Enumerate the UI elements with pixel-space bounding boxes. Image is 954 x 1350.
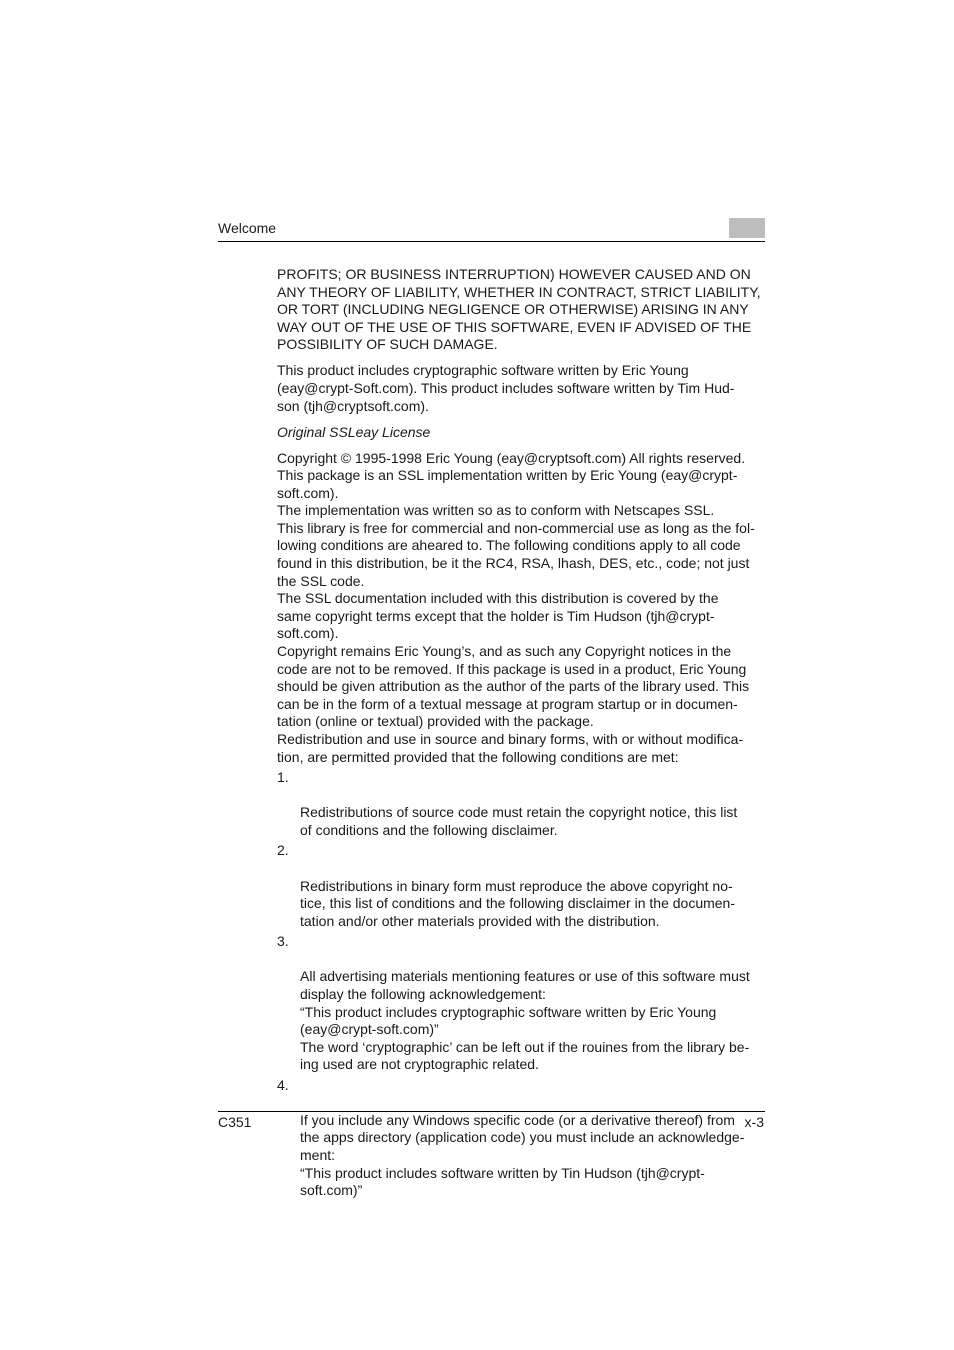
license-title: Original SSLeay License	[277, 423, 431, 440]
list-item-number: 3.	[277, 933, 289, 950]
list-item	[277, 842, 767, 930]
disclaimer-paragraph: PROFITS; OR BUSINESS INTERRUPTION) HOWEVER CAUSED AND ON ANY THEORY OF LIABILITY, WHETHER IN CONTRACT, STRICT LIABILITY, OR TORT (INCLUDING NEGLIGENCE OR OTHERWISE) ARISING IN ANY WAY OUT OF THE USE OF THIS SOFTWARE, EVEN IF ADVISED OF THE POSSIBILITY OF SUCH DAMAGE.	[277, 266, 761, 353]
list-item-text: If you include any Windows specific code (or a derivative thereof) from the apps directory (application code) you must include an acknowledge- ment: “This product includes software written by Tin Hudson (tjh@crypt- soft.com)”	[300, 1111, 745, 1199]
list-item-text: All advertising materials mentioning features or use of this software must display the following acknowledgement: “This product includes cryptographic software written by Eric Young (eay@crypt-soft.com)” The word ‘cryptographic’ can be left out if the rouines from the library be- ing used are not cryptographic related.	[300, 968, 750, 1073]
list-item-text: Redistributions of source code must retain the copyright notice, this list of conditions and the following disclaimer.	[300, 804, 738, 838]
list-item-text: Redistributions in binary form must reproduce the above copyright no- tice, this list of conditions and the following disclaimer in the documen- tation and/or other materials provided with the distribution.	[300, 877, 735, 929]
list-item-number: 1.	[277, 769, 289, 786]
page-body	[277, 266, 767, 1203]
list-item-number: 2.	[277, 842, 289, 859]
list-item	[277, 933, 767, 1074]
header-divider	[218, 241, 765, 242]
footer-model: C351	[218, 1114, 252, 1130]
license-text: Copyright © 1995-1998 Eric Young (eay@cryptsoft.com) All rights reserved. This package is an SSL implementation written by Eric Young (eay@crypt- soft.com). The implementation was written so as to conform with Netscapes SSL. This library is free for commercial and non-commercial use as long as the fol- lowing conditions are aheared to. The following conditions apply to all code found in this distribution, be it the RC4, RSA, lhash, DES, etc., code; not just the SSL code. The SSL documentation included with this distribution is covered by the same copyright terms except that the holder is Tim Hudson (tjh@crypt- soft.com). Copyright remains Eric Young’s, and as such any Copyright notices in the code are not to be removed. If this package is used in a product, Eric Young should be given attribution as the author of the parts of the library used. This can be in the form of a textual message at program startup or in documen- tation (online or textual) provided with the package. Redistribution and use in source and binary forms, with or without modifica- tion, are permitted provided that the following conditions are met:	[277, 449, 755, 765]
footer-divider	[218, 1111, 765, 1112]
conditions-list	[277, 769, 767, 1200]
list-item	[277, 769, 767, 839]
list-item	[277, 1077, 767, 1200]
header-tab-marker	[729, 218, 765, 238]
footer-page-number: x-3	[744, 1114, 764, 1130]
attribution-paragraph: This product includes cryptographic software written by Eric Young (eay@crypt-Soft.com). This product includes software written by Tim Hud- son (tjh@cryptsoft.com).	[277, 362, 735, 414]
list-item-number: 4.	[277, 1076, 289, 1093]
running-header-title: Welcome	[218, 220, 277, 236]
